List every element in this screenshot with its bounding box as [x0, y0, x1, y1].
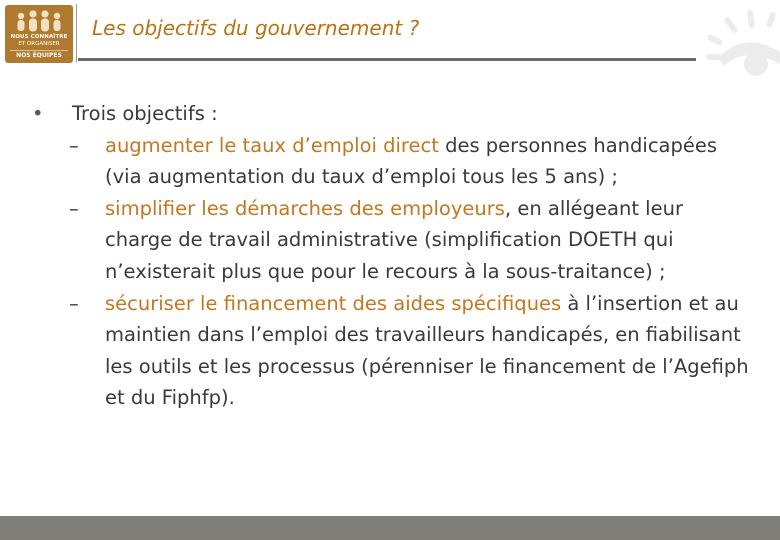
footer-bar: [0, 516, 780, 540]
objective-2-text: , en allégeant leur charge de travail administrative (simplification DOETH qui n’existerait plus que pour le recours à la sous-traitance) ;: [105, 196, 683, 283]
objective-item-3: [30, 288, 750, 414]
objective-1-text: des personnes handicapées (via augmentation du taux d’emploi tous les 5 ans) ;: [105, 133, 718, 189]
people-icon: [13, 9, 65, 37]
slide-title: Les objectifs du gouvernement ?: [92, 16, 420, 40]
dash-marker: –: [69, 133, 79, 157]
intro-text: Trois objectifs :: [72, 102, 218, 125]
sun-eye-icon: [698, 8, 780, 90]
dash-marker: –: [69, 291, 79, 315]
objective-item-2: [30, 193, 750, 288]
logo-text-3: NOS ÉQUIPES: [16, 52, 62, 59]
objective-item-1: [30, 130, 750, 193]
logo-divider: [10, 50, 68, 51]
objective-1-highlight: augmenter le taux d’emploi direct: [105, 133, 439, 157]
logo: [5, 5, 73, 63]
logo-text-1: NOUS CONNAÎTRE: [10, 34, 68, 40]
objective-3-highlight: sécuriser le financement des aides spécifiques: [105, 291, 562, 315]
dash-marker: –: [69, 196, 79, 220]
title-vertical-divider: [76, 4, 77, 62]
slide-body: [30, 98, 750, 414]
logo-text-2: ET ORGANISER: [18, 41, 60, 47]
title-underline: [78, 58, 696, 61]
objective-3-text: à l’insertion et au maintien dans l’emploi des travailleurs handicapés, en fiabilisant les outils et les processus (pérenniser le financement de l’Agefiph et du Fiphfp).: [105, 291, 749, 410]
objective-2-highlight: simplifier les démarches des employeurs: [105, 196, 505, 220]
bullet-marker: •: [32, 102, 44, 125]
bullet-item: [30, 98, 750, 130]
